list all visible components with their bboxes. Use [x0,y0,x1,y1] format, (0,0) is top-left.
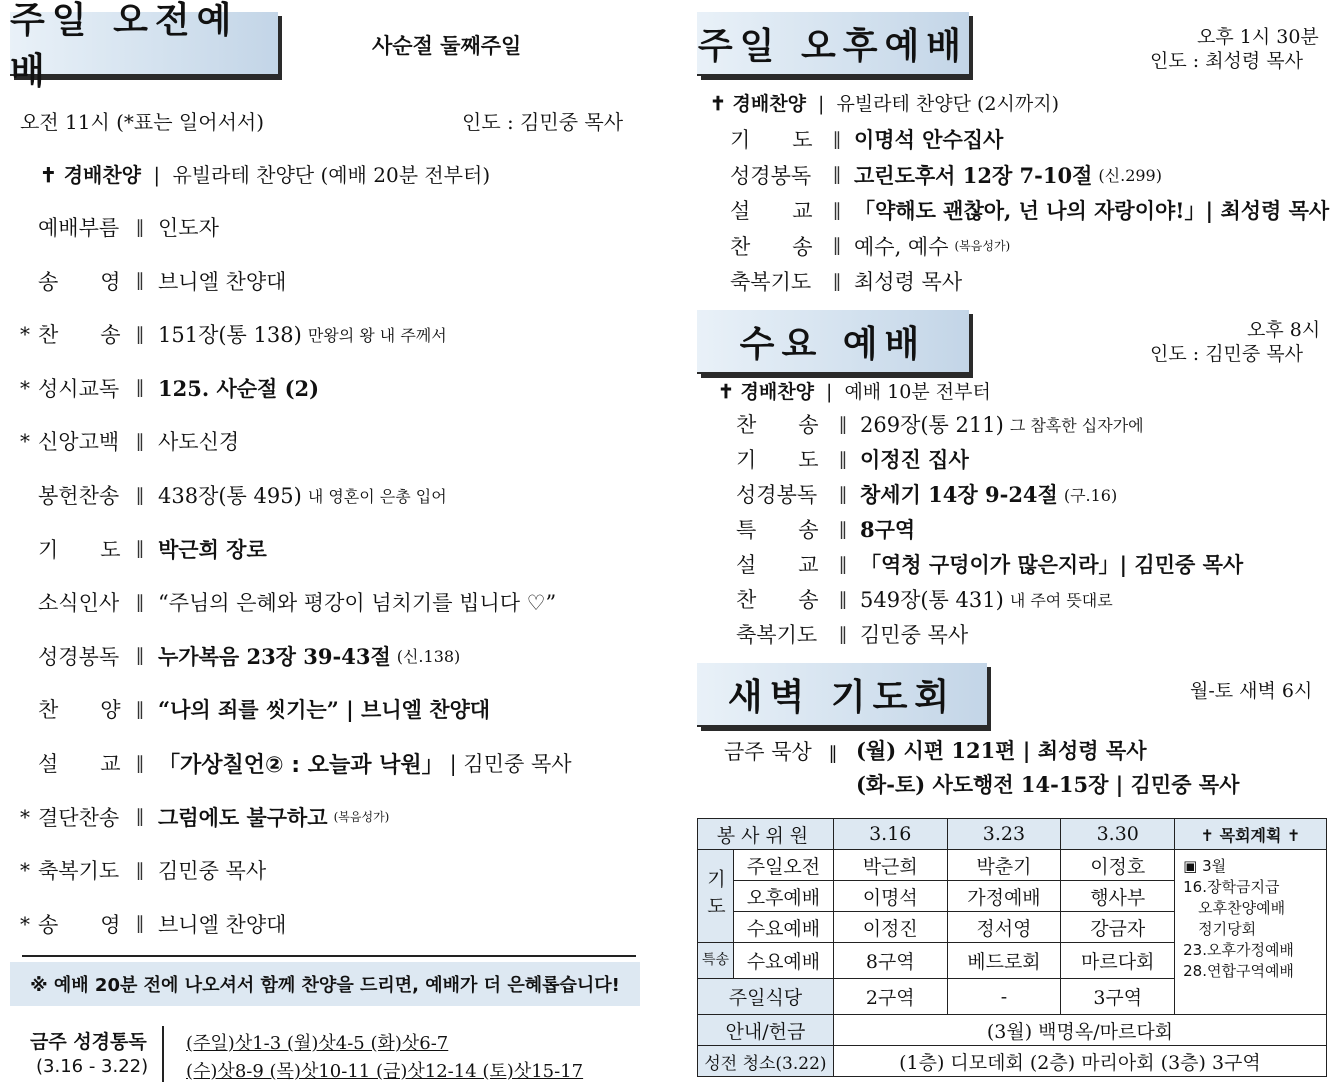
special-group-label: 특송 [698,943,734,979]
wednesday-order-row [736,514,915,544]
order-separator: ‖ [135,859,145,881]
order-extra: (복음성가) [333,810,390,825]
order-separator: ‖ [838,588,848,610]
order-value: 사도신경 [158,430,240,455]
morning-leader: 인도 : 김민중 목사 [462,110,624,134]
morning-order-row [20,212,219,242]
afternoon-order-row [730,160,1162,190]
order-label: 설 교 [736,553,819,577]
order-extra: (신.299) [1098,166,1162,185]
dawn-label [724,736,838,766]
order-label: 찬 송 [730,234,813,259]
order-label: 신앙고백 [38,430,120,455]
wednesday-order-row [736,479,1117,509]
order-extra: 만왕의 왕 내 주께서 [307,325,447,345]
afternoon-leader: 인도 : 최성령 목사 [1150,50,1303,72]
order-label: 봉헌찬송 [38,484,120,508]
table-cell: 3구역 [1061,979,1175,1015]
order-separator: ‖ [838,623,848,645]
table-cell: 이정진 [833,912,947,943]
order-value: 이정진 집사 [860,447,969,472]
order-separator: ‖ [135,752,145,774]
table-cell: 박근희 [833,850,947,881]
morning-order-row [20,319,447,349]
order-value: 박근희 장로 [158,536,267,562]
order-value: “나의 죄를 씻기는” | 브니엘 찬양대 [158,697,491,723]
table-cell: 8구역 [833,943,947,979]
order-label: 축복기도 [736,623,818,647]
wednesday-order-row [736,444,969,474]
order-separator: ‖ [135,323,145,345]
order-label: 기 도 [38,537,121,562]
wednesday-choir [718,377,991,404]
order-label: 송 영 [38,269,121,294]
order-value: 고린도후서 12장 7-10절 [854,162,1093,188]
order-label: 기 도 [730,128,813,152]
early-arrival-banner: ※ 예배 20분 전에 나오셔서 함께 찬양을 드리면, 예배가 더 은혜롭습니다! [10,962,640,1006]
standing-mark: * [20,858,30,883]
order-value: 269장(통 211) [860,413,1004,437]
afternoon-choir-value: 유빌라테 찬양단 (2시까지) [836,93,1059,115]
morning-order-row [20,373,319,403]
order-separator: ‖ [832,270,842,292]
order-value: 이명석 안수집사 [854,127,1004,152]
dawn-line-2: (화-토) 사도행전 14-15장 | 김민중 목사 [856,772,1240,797]
row-name: 수요예배 [733,912,833,943]
morning-order-row [20,909,286,939]
afternoon-choir [710,89,1059,116]
morning-order-row [20,426,239,456]
morning-order-row [20,641,460,671]
order-extra: 내 주여 뜻대로 [1009,590,1113,610]
afternoon-order-row [730,195,1329,225]
guide-value: (3월) 백명옥/마르다회 [833,1015,1326,1046]
order-separator: ‖ [838,518,848,540]
order-separator: ‖ [838,553,848,575]
order-label: 찬 송 [38,323,121,348]
volunteer-table [697,818,1327,1077]
wednesday-order-row [736,619,968,649]
row-name: 주일식당 [698,979,834,1015]
plan-line: 오후찬양예배 [1183,899,1286,917]
order-separator: ‖ [135,806,145,828]
order-separator: ‖ [135,645,145,667]
morning-subtitle: 사순절 둘째주일 [372,34,522,58]
order-label: 기 도 [736,448,819,472]
order-label: 찬 양 [38,698,121,723]
row-name: 수요예배 [733,943,833,979]
order-value: 브니엘 찬양대 [158,912,287,937]
order-value: 125. 사순절 (2) [158,375,320,401]
order-extra: (신.138) [396,647,461,667]
dawn-label-text: 금주 묵상 [724,740,812,764]
order-label: 설 교 [730,199,813,223]
order-separator: ‖ [135,430,145,452]
order-separator: ‖ [832,199,842,221]
wednesday-order-row [736,584,1113,614]
order-label: 성경봉독 [730,163,812,188]
order-extra: 그 참혹한 십자가에 [1009,415,1144,435]
order-value: 「역청 구덩이가 많은지라」| 김민중 목사 [860,552,1244,577]
order-value: 151장(통 138) [158,323,302,348]
order-separator: ‖ [838,448,848,470]
pastoral-plan [1175,850,1327,1015]
volunteer-header: 봉사위원 [698,819,834,850]
table-cell: 가정예배 [947,881,1061,912]
clean-label: 성전 청소(3.22) [698,1046,834,1077]
wednesday-choir-label: ✝ 경배찬양 [718,381,814,403]
order-extra: 내 영혼이 은총 입어 [307,486,447,506]
bible-reading-dates: (3.16 - 3.22) [36,1056,149,1077]
wednesday-order-row [736,409,1144,439]
afternoon-order-row [730,231,1010,261]
table-cell: - [947,979,1061,1015]
order-label: 성경봉독 [38,644,120,669]
order-separator: ‖ [832,128,842,150]
table-cell: 박춘기 [947,850,1061,881]
morning-choir-label: ✝ 경배찬양 [40,163,142,187]
prayer-group-label: 기도 [698,850,734,943]
plan-line: 23.오후가정예배 [1183,941,1294,959]
morning-order-row [20,855,266,885]
order-value: 8구역 [860,517,916,542]
standing-mark: * [20,911,30,936]
afternoon-order-row [730,124,1003,154]
afternoon-service-title: 주일 오후예배 [697,12,969,76]
wednesday-time: 오후 8시 [1247,319,1321,341]
bible-reading-line-2: (수)삿8-9 (목)삿10-11 (금)삿12-14 (토)삿15-17 [186,1061,584,1082]
order-value: 김민중 목사 [860,623,969,647]
order-value: “주님의 은혜와 평강이 넘치기를 빕니다 ♡” [158,591,557,616]
order-separator: ‖ [838,483,848,505]
plan-line: 16.장학금지급 [1183,878,1280,896]
plan-header: ✝ 목회계획 ✝ [1175,819,1327,850]
plan-line: 28.연합구역예배 [1183,962,1294,980]
order-label: 축복기도 [38,859,120,884]
order-label: 설 교 [38,752,121,776]
order-label: 예배부름 [38,216,120,240]
clean-value: (1층) 디모데회 (2층) 마리아회 (3층) 3구역 [833,1046,1326,1077]
order-extra: (복음성가) [954,239,1011,253]
order-value: 누가복음 23장 39-43절 [158,643,391,669]
morning-order-row [20,748,572,778]
morning-choir [40,159,490,188]
morning-order-row [20,480,447,510]
bible-reading-divider [162,1026,164,1082]
order-extra: | 김민중 목사 [449,752,572,776]
guide-label: 안내/헌금 [698,1015,834,1046]
order-value: 최성령 목사 [854,270,963,294]
row-name: 주일오전 [733,850,833,881]
afternoon-choir-label: ✝ 경배찬양 [710,93,806,115]
morning-order-row [20,266,286,296]
order-label: 송 영 [38,912,121,937]
afternoon-choir-sep: | [818,93,825,115]
wednesday-order-row [736,549,1243,579]
order-label: 성시교독 [38,376,120,401]
order-separator: ‖ [135,377,145,399]
standing-mark: * [20,429,30,454]
morning-order-row [20,802,389,832]
order-separator: ‖ [135,484,145,506]
table-cell: 마르다회 [1061,943,1175,979]
plan-line: ▣ 3월 [1183,857,1227,875]
dawn-time: 월-토 새벽 6시 [1190,680,1313,702]
dawn-prayer-title: 새벽 기도회 [697,663,987,727]
standing-mark: * [20,322,30,347]
afternoon-time: 오후 1시 30분 [1197,26,1319,48]
order-separator: ‖ [135,538,145,560]
dawn-line-1: (월) 시편 121편 | 최성령 목사 [856,738,1147,763]
order-value: 인도자 [158,216,219,240]
morning-order-row [20,587,556,617]
order-value: 「약해도 괜찮아, 넌 나의 자랑이야!」| 최성령 목사 [854,198,1330,223]
afternoon-order-row [730,266,962,296]
order-value: 438장(통 495) [158,484,302,508]
row-name: 오후예배 [733,881,833,912]
table-cell: 베드로회 [947,943,1061,979]
morning-choir-sep: | [153,163,161,187]
order-value: 그럼에도 불구하고 [158,804,328,830]
order-label: 소식인사 [38,591,120,616]
wednesday-leader: 인도 : 김민중 목사 [1150,343,1303,365]
order-label: 결단찬송 [38,805,120,830]
table-cell: 정서영 [947,912,1061,943]
order-value: 예수, 예수 [854,234,949,259]
order-value: 김민중 목사 [158,859,267,884]
table-cell: 이명석 [833,881,947,912]
morning-order-row [20,694,490,724]
order-label: 특 송 [736,518,819,542]
morning-choir-value: 유빌라테 찬양단 (예배 20분 전부터) [172,163,491,187]
order-value: 브니엘 찬양대 [158,269,287,294]
order-separator: ‖ [135,591,145,613]
standing-mark: * [20,375,30,400]
order-separator: ‖ [832,235,842,256]
date-col-1: 3.16 [833,819,947,850]
morning-service-title: 주일 오전예배 [10,12,278,76]
order-label: 찬 송 [736,413,819,437]
order-label: 축복기도 [730,270,812,294]
wednesday-choir-sep: | [826,381,833,403]
morning-order-row [20,534,267,564]
order-label: 성경봉독 [736,483,818,507]
morning-time-note: 오전 11시 (*표는 일어서서) [20,110,265,134]
table-cell: 행사부 [1061,881,1175,912]
order-separator: ‖ [135,270,145,292]
order-separator: ‖ [832,164,842,185]
dawn-sep: ‖ [828,743,838,764]
table-cell: 2구역 [833,979,947,1015]
order-extra: (구.16) [1063,485,1118,505]
order-separator: ‖ [135,913,145,935]
order-separator: ‖ [135,698,145,720]
table-cell: 강금자 [1061,912,1175,943]
date-col-3: 3.30 [1061,819,1175,850]
plan-line: 정기당회 [1183,920,1257,938]
wednesday-service-title: 수요 예배 [697,310,969,374]
order-value: 549장(통 431) [860,588,1004,612]
bible-reading-line-1: (주일)삿1-3 (월)삿4-5 (화)삿6-7 [186,1033,449,1054]
order-separator: ‖ [838,413,848,435]
order-label: 찬 송 [736,588,819,612]
wednesday-choir-value: 예배 10분 전부터 [844,381,991,403]
morning-divider [22,955,636,957]
order-value: 「가상칠언② : 오늘과 낙원」 [158,752,444,778]
standing-mark: * [20,804,30,829]
date-col-2: 3.23 [947,819,1061,850]
bible-reading-label: 금주 성경통독 [30,1031,147,1053]
table-cell: 이정호 [1061,850,1175,881]
order-separator: ‖ [135,216,145,238]
order-value: 창세기 14장 9-24절 [860,482,1058,507]
